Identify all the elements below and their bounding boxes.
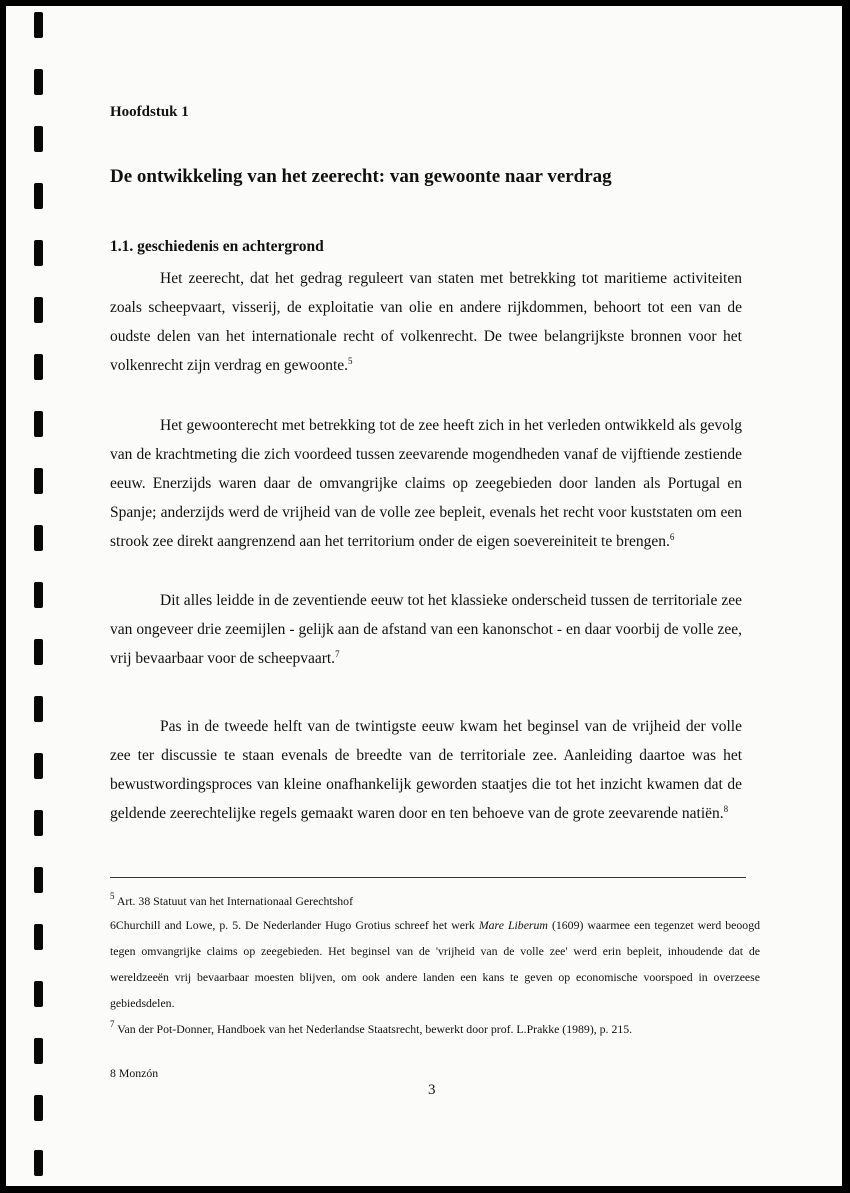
footnote-divider [110,877,746,878]
book-title: Mare Liberum [478,918,548,932]
footnote-number: 6 [110,918,116,932]
paragraph-text: Dit alles leidde in de zeventiende eeuw tot het klassieke onderscheid tussen de territoriale zee van ongeveer drie zeemijlen - gelijk aan de afstand van een kanonschot - en daar voorbij de volle zee, vrij bevaarbaar voor de scheepvaart. [110,592,742,667]
binding-hole [34,1095,43,1121]
footnote-text: (1609) waarmee een tegenzet werd beoogd tegen omvangrijke claims op zeegebieden. Het beginsel van de 'vrijheid van de volle zee' werd erin bepleit, inhoudende dat de wereldzeeën vrij bevaarbaar moesten blijven, om ook andere landen een kans te geven op economische voorspoed in overzeese gebiedsdelen. [110,918,760,1010]
paragraph-text: Het gewoonterecht met betrekking tot de zee heeft zich in het verleden ontwikkeld als gevolg van de krachtmeting die zich voordeed tussen zeevarende mogendheden vanaf de vijftiende zestiende eeuw. Enerzijds waren daar de omvangrijke claims op zeegebieden door landen als Portugal en Spanje; anderzijds werd de vrijheid van de volle zee bepleit, evenals het recht voor kuststaten om een strook zee direkt aangrenzend aan het territorium onder de eigen soevereiniteit te brengen. [110,417,742,550]
footnote-text: Art. 38 Statuut van het Internationaal Gerechtshof [116,894,354,908]
footnote-ref: 6 [669,532,675,542]
binding-hole [34,639,43,665]
footnote-ref: 8 [723,804,729,814]
footnote-ref: 5 [348,356,353,366]
binding-hole [34,468,43,494]
footnote [110,912,760,1016]
footnote-text: Churchill and Lowe, p. 5. De Nederlander Hugo Grotius schreef het werk [115,918,479,932]
footnote-number: 5 [110,891,115,901]
chapter-title: De ontwikkeling van het zeerecht: van gewoonte naar verdrag [110,166,612,187]
binding-hole [34,582,43,608]
footnote-number: 7 [110,1019,115,1029]
paragraph-text: Het zeerecht, dat het gedrag reguleert van staten met betrekking tot maritieme activiteiten zoals scheepvaart, visserij, de exploitatie van olie en andere rijkdommen, behoort tot een van de oudste delen van het internationale recht of volkenrecht. De twee belangrijkste bronnen voor het volkenrecht zijn verdrag en gewoonte. [110,270,742,374]
binding-hole [34,297,43,323]
binding-hole [34,183,43,209]
binding-hole [34,12,43,38]
binding-hole [34,69,43,95]
binding-hole [34,810,43,836]
binding-hole [34,126,43,152]
paragraph-text: Pas in de tweede helft van de twintigste eeuw kwam het beginsel van de vrijheid der volle zee ter discussie te staan evenals de breedte van de territoriale zee. Aanleiding daartoe was het bewustwordingsproces van kleine onafhankelijk geworden staatjes die tot het inzicht kwamen dat de geldende zeerechtelijke regels gemaakt waren door en ten behoeve van de grote zeevarende natiën. [110,718,742,822]
paragraph [110,712,742,828]
paragraph [110,586,742,673]
footnote-ref: 7 [335,649,340,659]
footnote-text: Monzón [118,1066,159,1080]
paragraph [110,264,742,380]
footnote-text: Van der Pot-Donner, Handboek van het Nederlandse Staatsrecht, bewerkt door prof. L.Prakke (1989), p. 215. [117,1022,633,1036]
binding-hole [34,240,43,266]
footnote-number: 8 [110,1066,116,1080]
page-number: 3 [428,1082,436,1098]
section-heading: 1.1. geschiedenis en achtergrond [110,238,324,255]
binding-hole [34,753,43,779]
footnote [110,888,760,914]
binding-hole [34,525,43,551]
binding-hole [34,1038,43,1064]
binding-hole [34,1150,43,1176]
binding-hole [34,696,43,722]
binding-hole [34,924,43,950]
binding-hole [34,411,43,437]
binding-hole [34,981,43,1007]
document-page [6,6,842,1186]
paragraph [110,411,742,556]
binding-hole [34,354,43,380]
binding-hole [34,867,43,893]
binding-holes [34,6,46,1186]
chapter-label: Hoofdstuk 1 [110,104,189,120]
footnote [110,1018,760,1040]
